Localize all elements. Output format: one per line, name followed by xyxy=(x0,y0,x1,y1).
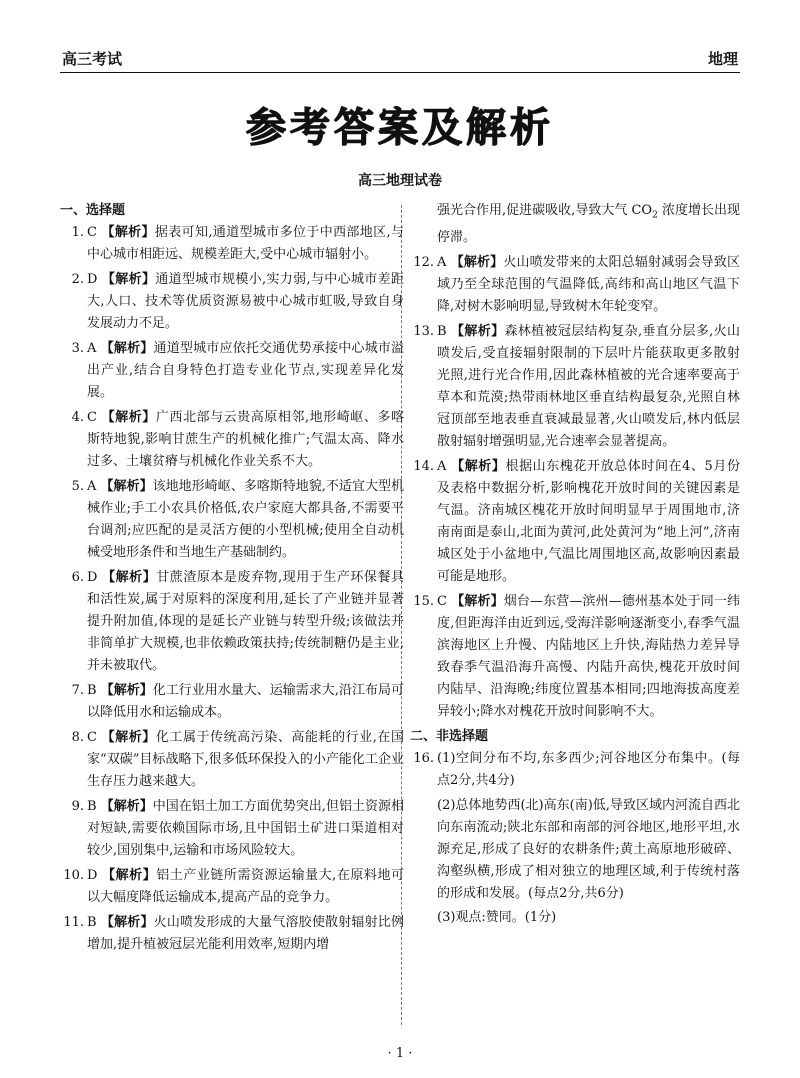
question-number: 4. xyxy=(71,410,84,425)
answer-letter: D xyxy=(87,570,98,585)
page-number: · 1 · xyxy=(387,1046,413,1061)
answer-item xyxy=(60,222,404,266)
answer-item xyxy=(410,456,740,588)
answer-item xyxy=(60,567,404,677)
question-16 xyxy=(410,748,740,792)
question-number: 1. xyxy=(71,225,84,240)
answer-text xyxy=(87,222,404,266)
analysis-tag: 【解析】 xyxy=(451,323,505,339)
question-number: 2. xyxy=(71,272,84,287)
analysis-tag: 【解析】 xyxy=(100,479,153,494)
answer-letter: B xyxy=(87,683,97,698)
answer-letter: B xyxy=(87,915,97,930)
answer-item xyxy=(60,269,404,335)
analysis-text: 森林植被冠层结构复杂,垂直分层多,火山喷发后,受直接辐射限制的下层叶片能获取更多散射光照,进行光合作用,因此森林植被的光合速率要高于草本和荒漠;热带雨林地区垂直结构最复杂,光照自林冠顶部至地表垂直衰减最显著,火山喷发后,林内低层散射辐射增强明显,光合速率会显著提高。 xyxy=(437,323,740,449)
answer-item xyxy=(60,796,404,862)
answer-item xyxy=(60,338,404,404)
co2-subscript: 2 xyxy=(652,210,658,221)
analysis-text: 根据山东槐花开放总体时间在4、5月份及表格中数据分析,影响槐花开放时间的关键因素是气温。济南城区槐花开放时间明显早于周围地市,济南南面是泰山,北面为黄河,此处黄河为“地上河”,济南城区处于小盆地中,气温比周围地区高,故影响因素最可能是地形。 xyxy=(437,458,740,584)
answer-letter: D xyxy=(87,868,98,883)
analysis-text: 甘蔗渣原本是废弃物,现用于生产环保餐具和活性炭,属于对原料的深度利用,延长了产业链并显著提升附加值,体现的是延长产业链与转型升级;该做法并非简单扩大规模,也非依赖政策扶持;传统制糖仍是主业,并未被取代。 xyxy=(87,570,404,673)
answer-text xyxy=(87,865,404,909)
right-column xyxy=(410,200,740,931)
answer-letter: C xyxy=(437,593,447,609)
answer-letter: C xyxy=(87,225,97,240)
analysis-tag: 【解析】 xyxy=(101,410,156,425)
answer-text xyxy=(87,680,404,724)
analysis-text: 烟台—东营—滨州—德州基本处于同一纬度,但距海洋由近到远,受海洋影响逐渐变小,春季气温滨海地区上升慢、内陆地区上升快,海陆热力差异导致春季气温沿海升高慢、内陆升高快,槐花开放时间内陆早、沿海晚;纬度位置基本相同;四地海拔高度差异较小;降水对槐花开放时间影响不大。 xyxy=(437,593,740,719)
answer-text xyxy=(437,321,740,453)
question-number: 6. xyxy=(71,570,84,585)
analysis-tag: 【解析】 xyxy=(102,868,157,883)
answer-text xyxy=(437,456,740,588)
answer-letter: C xyxy=(87,410,97,425)
analysis-text: 化工行业用水量大、运输需求大,沿江布局可以降低用水和运输成本。 xyxy=(87,683,404,720)
q16-part3: (3)观点:赞同。(1分) xyxy=(437,909,557,925)
question-number: 16. xyxy=(413,750,434,766)
left-column xyxy=(60,200,404,959)
question-number: 9. xyxy=(71,799,84,814)
subject-name: 地理 xyxy=(707,50,738,68)
question-number: 13. xyxy=(413,323,434,339)
answer-text xyxy=(437,252,740,318)
answer-text xyxy=(87,567,404,677)
question-number: 12. xyxy=(413,254,434,270)
answer-letter: A xyxy=(87,341,97,356)
q16-part2: (2)总体地势西(北)高东(南)低,导致区域内河流自西北向东南流动;陕北东部和南部的河谷地区,地形平坦,水源充足,形成了良好的农耕条件;黄土高原地形破碎、沟壑纵横,形成了相对独立的地理区域,利于传统村落的形成和发展。(每点2分,共6分) xyxy=(437,797,740,901)
answer-item xyxy=(60,407,404,473)
choice-answer-list xyxy=(60,222,404,956)
analysis-text: 通道型城市应依托交通优势承接中心城市溢出产业,结合自身特色打造专业化节点,实现差异化发展。 xyxy=(87,341,404,400)
answer-item xyxy=(60,865,404,909)
answer-letter: C xyxy=(87,730,97,745)
answer-item xyxy=(410,591,740,723)
answer-letter: B xyxy=(437,323,447,339)
answer-text xyxy=(87,407,404,473)
analysis-text: 中国在铝土加工方面优势突出,但铝土资源相对短缺,需要依赖国际市场,且中国铝土矿进口渠道相对较少,国别集中,运输和市场风险较大。 xyxy=(87,799,404,858)
analysis-text: 铝土产业链所需资源运输量大,在原料地可以大幅度降低运输成本,提高产品的竞争力。 xyxy=(87,868,404,905)
page-header xyxy=(60,50,740,73)
page-title: 参考答案及解析 xyxy=(246,105,554,151)
answer-letter: B xyxy=(87,799,97,814)
q11-cont-text-a: 强光合作用,促进碳吸收,导致大气 CO xyxy=(437,203,653,218)
analysis-text: 据表可知,通道型城市多位于中西部地区,与中心城市相距远、规模差距大,受中心城市辐射小。 xyxy=(87,225,404,262)
analysis-tag: 【解析】 xyxy=(101,225,155,240)
analysis-text: 火山喷发带来的太阳总辐射减弱会导致区域乃至全球范围的气温降低,高纬和高山地区气温下降,对树木影响明显,导致树木年轮变窄。 xyxy=(437,254,740,314)
analysis-tag: 【解析】 xyxy=(100,915,154,930)
answer-item xyxy=(60,912,404,956)
analysis-tag: 【解析】 xyxy=(101,272,156,287)
analysis-tag: 【解析】 xyxy=(100,341,154,356)
answer-item xyxy=(60,680,404,724)
analysis-tag: 【解析】 xyxy=(100,799,153,814)
question-number: 15. xyxy=(413,593,434,609)
analysis-tag: 【解析】 xyxy=(450,254,504,270)
question-number: 11. xyxy=(63,915,84,930)
question-number: 7. xyxy=(71,683,84,698)
q16-part1: (1)空间分布不均,东多西少;河谷地区分布集中。(每点2分,共4分) xyxy=(437,750,740,788)
answer-item xyxy=(410,321,740,453)
section-title-nonchoice: 二、非选择题 xyxy=(410,728,489,744)
question-number: 8. xyxy=(71,730,84,745)
question-number: 3. xyxy=(71,341,84,356)
q11-cont-text-b: 浓度增长出现停滞。 xyxy=(437,203,740,245)
analysis-text: 该地地形崎岖、多喀斯特地貌,不适宜大型机械作业;手工小农具价格低,农户家庭大都具备,不需要平台调剂;应匹配的是灵活方便的小型机械;使用全自动机械受地形条件和当地生产基础制约。 xyxy=(87,479,404,560)
q11-continuation xyxy=(410,200,740,249)
analysis-text: 通道型城市规模小,实力弱,与中心城市差距大,人口、技术等优质资源易被中心城市虹吸,导致自身发展动力不足。 xyxy=(87,272,404,331)
analysis-tag: 【解析】 xyxy=(102,570,157,585)
answer-text xyxy=(87,476,404,564)
answer-item xyxy=(410,252,740,318)
choice-answer-list-continued xyxy=(410,252,740,723)
answer-item xyxy=(60,476,404,564)
question-number: 10. xyxy=(63,868,84,883)
answer-text xyxy=(87,912,404,956)
analysis-text: 火山喷发形成的大量气溶胶使散射辐射比例增加,提升植被冠层光能利用效率,短期内增 xyxy=(87,915,404,952)
answer-letter: A xyxy=(437,458,447,474)
section-title-choice: 一、选择题 xyxy=(60,203,126,218)
analysis-text: 化工属于传统高污染、高能耗的行业,在国家“双碳”目标战略下,很多低环保投入的小产能化工企业生存压力越来越大。 xyxy=(87,730,404,789)
answer-item xyxy=(60,727,404,793)
question-number: 14. xyxy=(413,458,434,474)
analysis-text: 广西北部与云贵高原相邻,地形崎岖、多喀斯特地貌,影响甘蔗生产的机械化推广;气温太高、降水过多、土壤贫瘠与机械化作业关系不大。 xyxy=(87,410,404,469)
answer-letter: A xyxy=(87,479,97,494)
answer-letter: D xyxy=(87,272,98,287)
answer-text xyxy=(87,338,404,404)
exam-name: 高三考试 xyxy=(62,50,123,68)
answer-text xyxy=(87,269,404,335)
analysis-tag: 【解析】 xyxy=(451,458,506,474)
paper-subtitle: 高三地理试卷 xyxy=(358,173,442,189)
question-number: 5. xyxy=(71,479,84,494)
analysis-tag: 【解析】 xyxy=(100,683,153,698)
answer-text xyxy=(87,727,404,793)
answer-text xyxy=(437,591,740,723)
answer-text xyxy=(87,796,404,862)
analysis-tag: 【解析】 xyxy=(451,593,504,609)
answer-letter: A xyxy=(437,254,447,270)
analysis-tag: 【解析】 xyxy=(101,730,156,745)
